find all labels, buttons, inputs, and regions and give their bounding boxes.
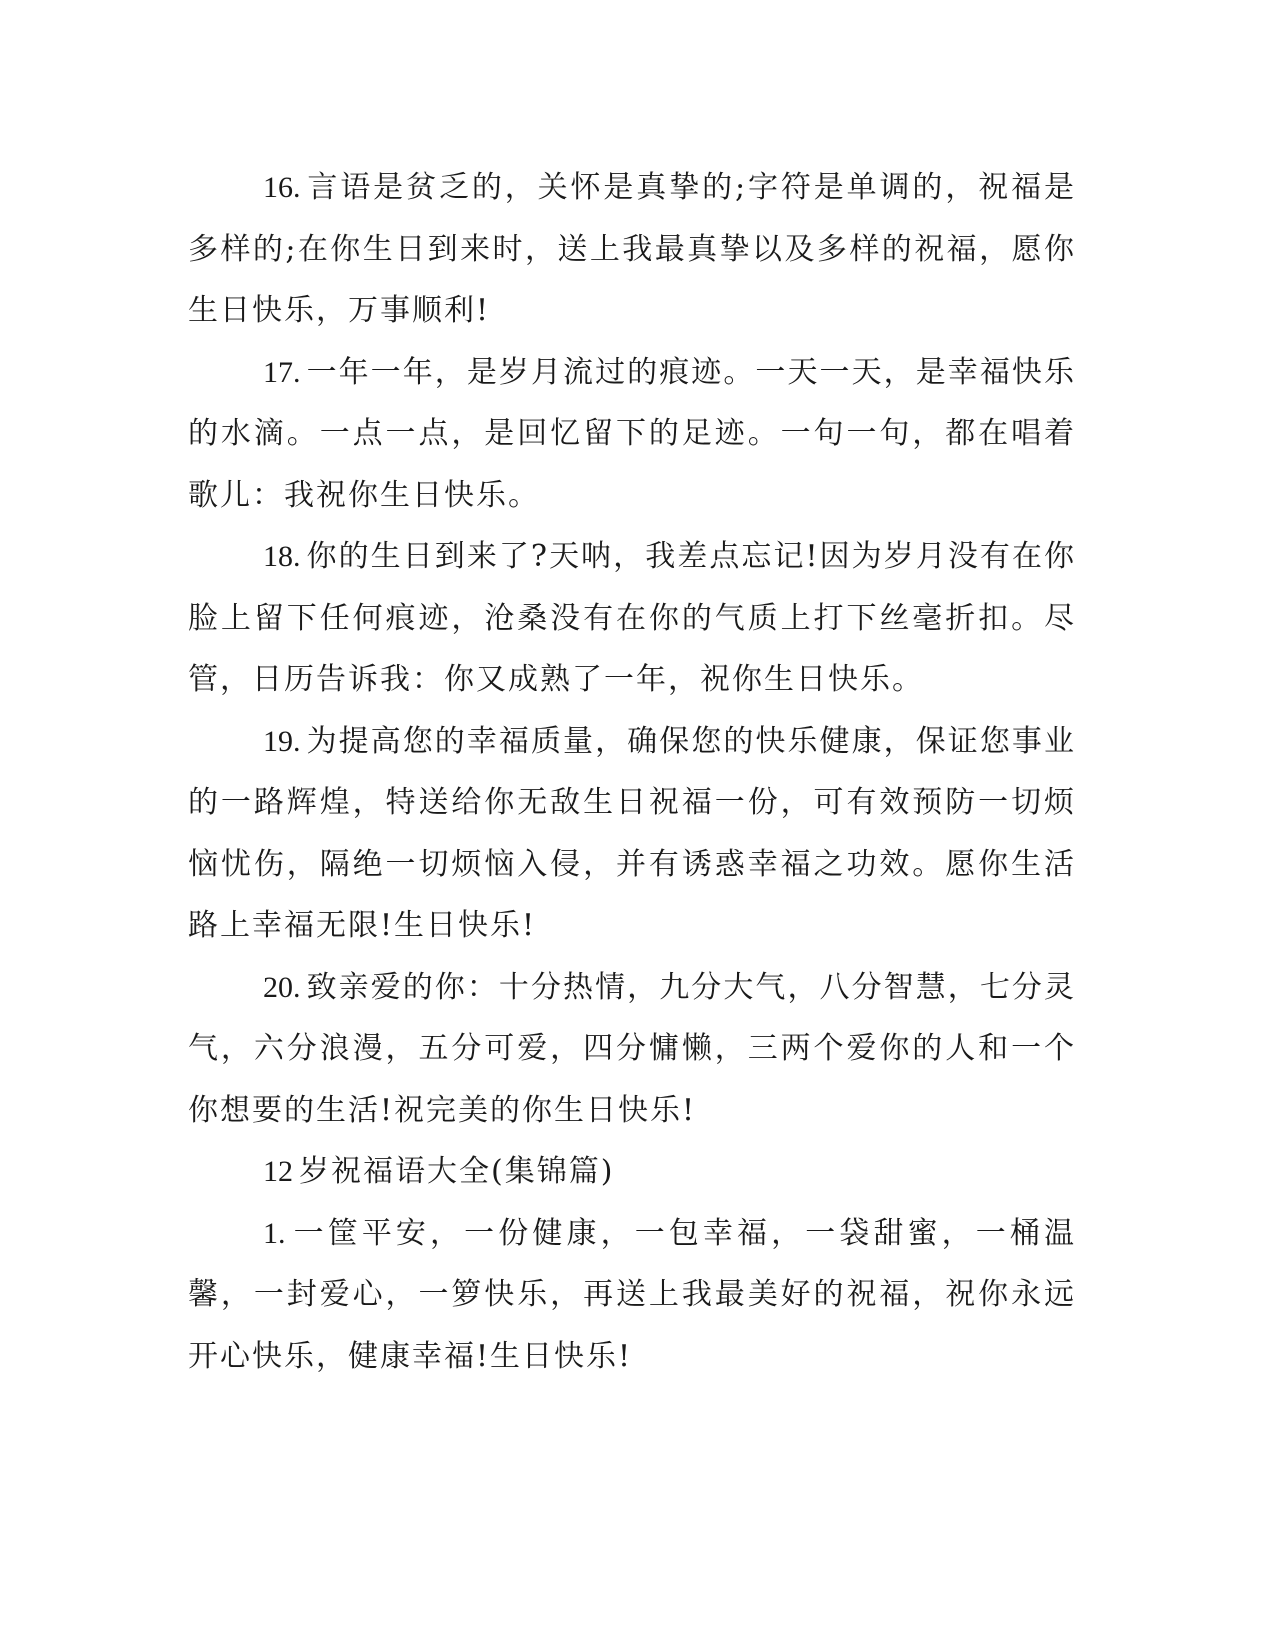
paragraph-text: 一筐平安，一份健康，一包幸福，一袋甜蜜，一桶温馨，一封爱心，一箩快乐，再送上我最美好的祝福，祝你永远开心快乐，健康幸福!生日快乐!	[188, 1215, 1076, 1374]
paragraph-19	[188, 711, 1076, 957]
paragraph-number: 17.	[263, 355, 301, 389]
section-heading	[188, 1141, 1076, 1203]
paragraph-1	[188, 1203, 1076, 1388]
paragraph-text: 言语是贫乏的，关怀是真挚的;字符是单调的，祝福是多样的;在你生日到来时，送上我最真挚以及多样的祝福，愿你生日快乐，万事顺利!	[188, 170, 1076, 328]
paragraph-text: 一年一年，是岁月流过的痕迹。一天一天，是幸福快乐的水滴。一点一点，是回忆留下的足迹。一句一句，都在唱着歌儿：我祝你生日快乐。	[188, 354, 1076, 513]
paragraph-text: 为提高您的幸福质量，确保您的快乐健康，保证您事业的一路辉煌，特送给你无敌生日祝福一份，可有效预防一切烦恼忧伤，隔绝一切烦恼入侵，并有诱惑幸福之功效。愿你生活路上幸福无限!生日快乐!	[188, 723, 1076, 943]
document-body	[188, 157, 1076, 1387]
paragraph-number: 16.	[263, 171, 301, 204]
paragraph-text: 你的生日到来了?天呐，我差点忘记!因为岁月没有在你脸上留下任何痕迹，沧桑没有在你的气质上打下丝毫折扣。尽管，日历告诉我：你又成熟了一年，祝你生日快乐。	[188, 539, 1076, 697]
paragraph-16	[188, 157, 1076, 342]
paragraph-number: 20.	[263, 970, 301, 1004]
paragraph-number: 1.	[263, 1216, 286, 1250]
paragraph-number: 18.	[263, 540, 301, 573]
heading-number: 12	[263, 1155, 293, 1188]
paragraph-number: 19.	[263, 724, 301, 758]
heading-text: 岁祝福语大全(集锦篇)	[299, 1154, 615, 1189]
paragraph-18	[188, 526, 1076, 711]
paragraph-20	[188, 957, 1076, 1142]
paragraph-text: 致亲爱的你：十分热情，九分大气，八分智慧，七分灵气，六分浪漫，五分可爱，四分慵懒，三两个爱你的人和一个你想要的生活!祝完美的你生日快乐!	[188, 969, 1076, 1128]
paragraph-17	[188, 342, 1076, 527]
